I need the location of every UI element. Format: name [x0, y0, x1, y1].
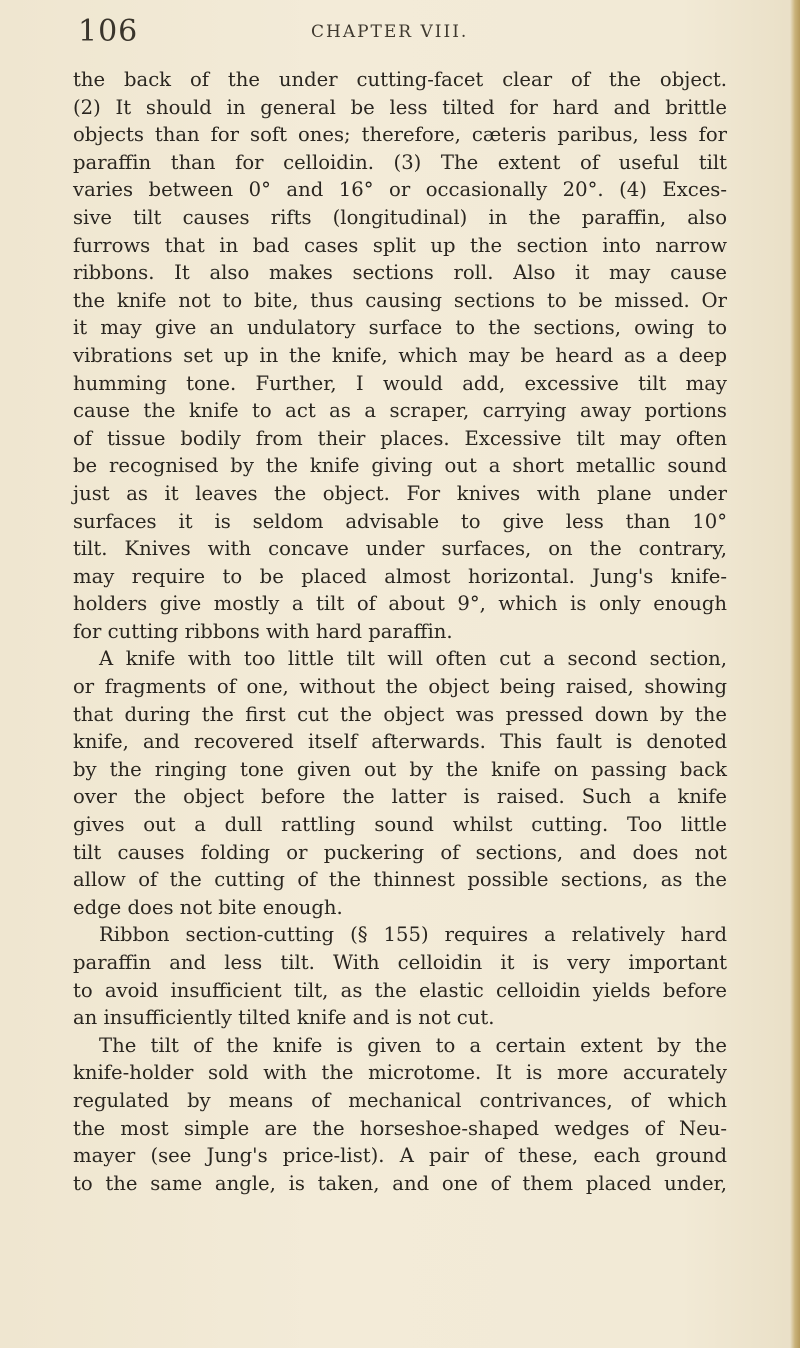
text-line: to the same angle, is taken, and one of them placed under, [73, 1171, 727, 1195]
text-line: that during the first cut the object was pressed down by the [73, 702, 727, 726]
text-line: regulated by means of mechanical contrivances, of which [73, 1088, 727, 1112]
text-line: by the ringing tone given out by the knife on passing back [73, 757, 727, 781]
text-line: knife, and recovered itself afterwards. This fault is denoted [73, 730, 727, 754]
text-line: the knife not to bite, thus causing sections to be missed. Or [73, 288, 727, 312]
text-line: The tilt of the knife is given to a certain extent by the [99, 1033, 727, 1057]
text-line: vibrations set up in the knife, which may be heard as a deep [73, 343, 727, 367]
text-line: (2) It should in general be less tilted for hard and brittle [73, 95, 727, 119]
running-head: CHAPTER VIII. [311, 22, 469, 42]
text-line: may require to be placed almost horizontal. Jung's knife- [73, 564, 727, 588]
text-line: allow of the cutting of the thinnest possible sections, as the [73, 868, 727, 892]
text-line: gives out a dull rattling sound whilst cutting. Too little [73, 813, 727, 837]
body-text [73, 66, 727, 1197]
text-line: holders give mostly a tilt of about 9°, which is only enough [73, 592, 727, 616]
text-line: an insufficiently tilted knife and is not cut. [73, 1006, 495, 1030]
page-header [78, 14, 738, 54]
text-line: just as it leaves the object. For knives with plane under [73, 481, 727, 505]
text-line: paraffin than for celloidin. (3) The extent of useful tilt [73, 150, 727, 174]
text-line: or fragments of one, without the object being raised, showing [73, 675, 727, 699]
text-line: furrows that in bad cases split up the section into narrow [73, 233, 727, 257]
text-line: sive tilt causes rifts (longitudinal) in the paraffin, also [73, 205, 727, 229]
text-line: A knife with too little tilt will often cut a second section, [99, 647, 727, 671]
text-line: the back of the under cutting-facet clear of the object. [73, 68, 727, 91]
text-line: mayer (see Jung's price-list). A pair of these, each ground [73, 1144, 727, 1168]
text-line: tilt causes folding or puckering of sections, and does not [73, 840, 727, 864]
text-line: cause the knife to act as a scraper, carrying away portions [73, 399, 727, 423]
text-line: for cutting ribbons with hard paraffin. [73, 619, 453, 643]
text-line: tilt. Knives with concave under surfaces, on the contrary, [73, 537, 727, 561]
page-number: 106 [78, 14, 139, 49]
text-line: Ribbon section-cutting (§ 155) requires a relatively hard [99, 923, 727, 947]
text-line: surfaces it is seldom advisable to give less than 10° [73, 509, 727, 533]
text-line: over the object before the latter is raised. Such a knife [73, 785, 727, 809]
text-line: the most simple are the horseshoe-shaped wedges of Neu- [73, 1116, 727, 1140]
page-edge [790, 0, 800, 1348]
text-line: of tissue bodily from their places. Excessive tilt may often [73, 426, 727, 450]
text-line: it may give an undulatory surface to the sections, owing to [73, 316, 727, 340]
text-line: objects than for soft ones; therefore, cæteris paribus, less for [73, 123, 727, 147]
text-line: knife-holder sold with the microtome. It is more accurately [73, 1061, 727, 1085]
text-line: be recognised by the knife giving out a short metallic sound [73, 454, 727, 478]
text-line: ribbons. It also makes sections roll. Also it may cause [73, 261, 727, 285]
text-line: to avoid insufficient tilt, as the elastic celloidin yields before [73, 978, 727, 1002]
text-line: paraffin and less tilt. With celloidin it is very important [73, 951, 727, 974]
text-line: humming tone. Further, I would add, excessive tilt may [73, 371, 727, 395]
text-line: edge does not bite enough. [73, 895, 343, 919]
text-line: varies between 0° and 16° or occasionally 20°. (4) Exces- [73, 178, 727, 202]
